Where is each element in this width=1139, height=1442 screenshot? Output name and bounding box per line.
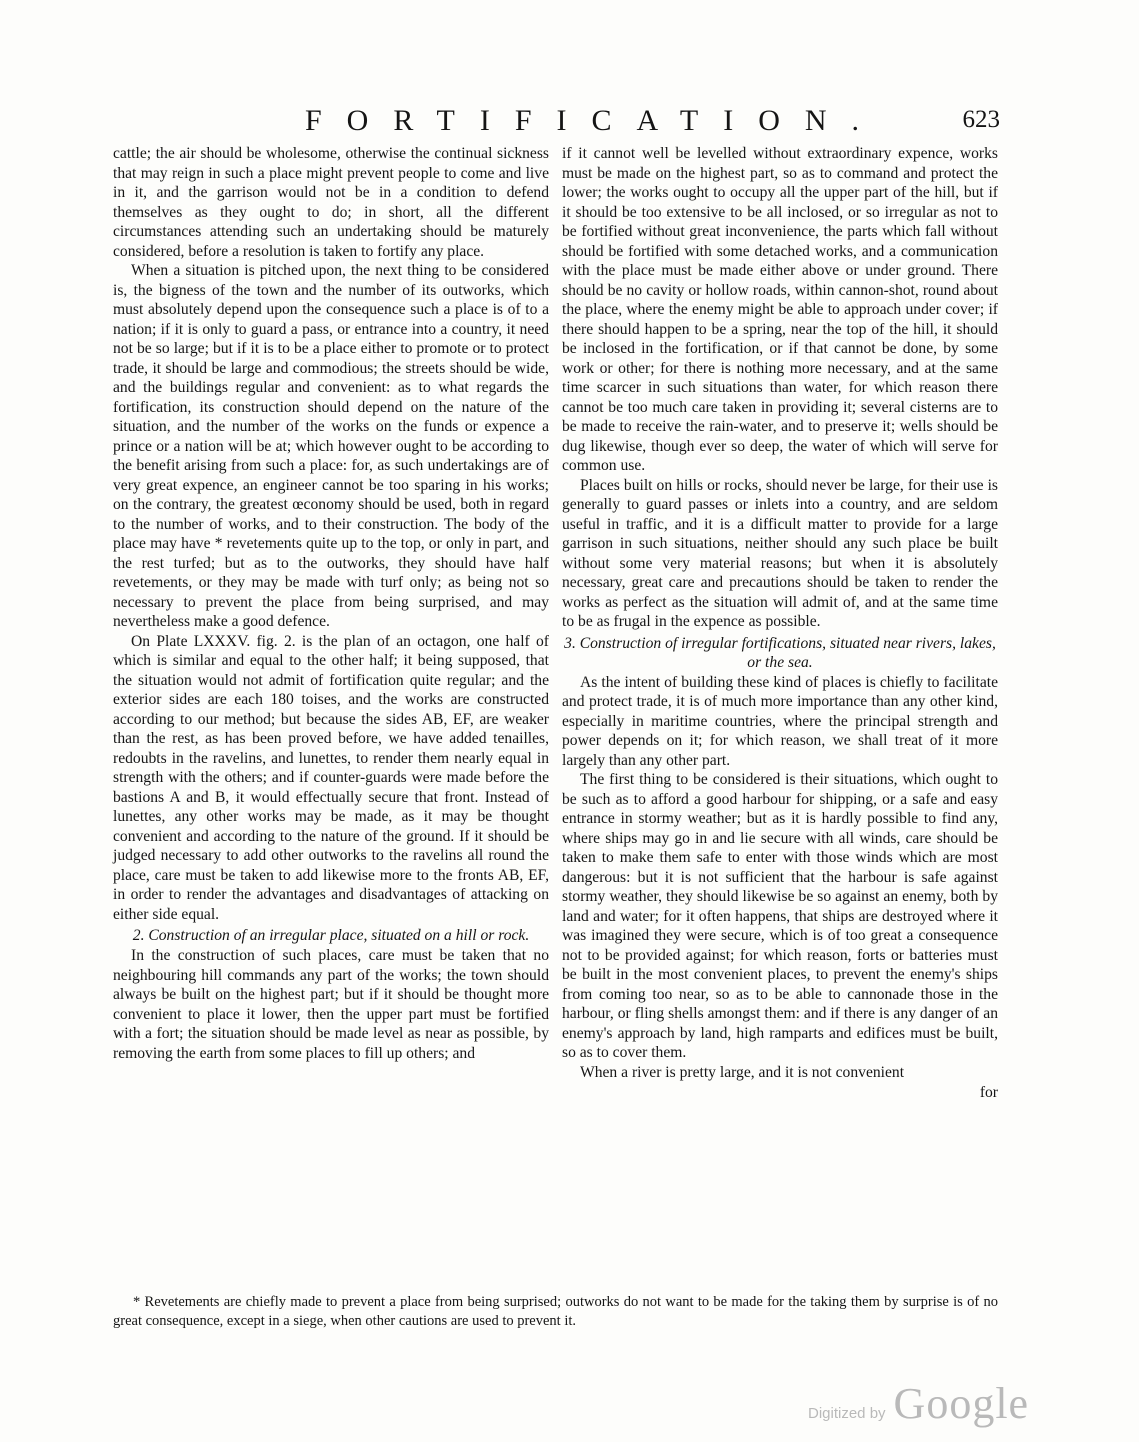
running-title: FORTIFICATION.	[305, 104, 885, 137]
section-heading: 3. Construction of irregular fortifications, situated near rivers, lakes, or the sea.	[564, 634, 996, 671]
paragraph: The first thing to be considered is their situations, which ought to be such as to afford a good harbour for shipping, or a safe and easy entrance in stormy weather; but as it is hardly possible to find any, where ships may go in and lie secure with all winds, care should be taken to make them safe to enter with those winds which are most dangerous: but it is not sufficient that the harbour is safe against stormy weather, they should likewise be so against an enemy, both by land and water; for it often happens, that ships are destroyed where it was imagined they were secure, which is of too great a consequence not to be provided against; for which reason, forts or batteries must be built in the most convenient places, to prevent the enemy's ships from coming too near, so as to be able to cannonade those in the harbour, or fling shells amongst them: and if there is any danger of an enemy's approach by land, high ramparts and edifices must be built, so as to cover them.	[562, 771, 998, 1061]
paragraph: Places built on hills or rocks, should never be large, for their use is generally to guard passes or inlets into a country, and are seldom useful in traffic, and it is a difficult matter to provide for a large garrison in such situations, neither should any such place be built without some very material reasons; but when it is absolutely necessary, great care and precautions should be taken to render the works as perfect as the situation will admit of, and at the same time to be as frugal in the expence as possible.	[562, 476, 998, 630]
paragraph: When a river is pretty large, and it is not convenient	[580, 1063, 905, 1081]
page-number: 623	[962, 106, 1000, 133]
google-logo: Google	[893, 1379, 1030, 1428]
catchword: for	[979, 1084, 998, 1101]
page-header	[110, 104, 1000, 144]
watermark-prefix: Digitized by	[808, 1405, 886, 1422]
section-heading: 2. Construction of an irregular place, situated on a hill or rock.	[132, 927, 530, 944]
paragraph: if it cannot well be levelled without extraordinary expence, works must be made on the highest part, so as to command and protect the lower; the works ought to occupy all the upper part of the hill, but if it should be too extensive to be all inclosed, or so irregular as not to be fortified without great inconvenience, the parts which fall without should be fortified with some detached works, and a communication with the place must be made either above or under ground. There should be no cavity or hollow roads, within cannon-shot, round about the place, where the enemy might be able to approach under cover; if there should happen to be a spring, near the top of the hill, it should be inclosed in the fortification, or if that cannot be done, by some work or other; for there is nothing more necessary, and at the same time scarcer in such situations than water, for which reason there cannot be too much care taken in providing it; several cisterns are to be made to receive the rain-water, and to preserve it; wells should be dug likewise, though ever so deep, the water of which will serve for common use.	[562, 145, 998, 474]
right-column	[562, 144, 998, 1103]
paragraph: On Plate LXXXV. fig. 2. is the plan of an octagon, one half of which is similar and equal to the other half; it being supposed, that the situation would not admit of fortification quite regular; and the exterior sides are each 180 toises, and the works are constructed according to our method; but because the sides AB, EF, are weaker than the rest, as has been proved before, we have added tenailles, redoubts in the ravelins, and lunettes, to render them nearly equal in strength with the others; and if counter-guards were made before the bastions A and B, it would effectually secure that front. Instead of lunettes, any other works may be made, as it may be thought convenient and according to the nature of the ground. If it should be judged necessary to add other outworks to the ravelins all round the place, care must be taken to add likewise more to the fronts AB, EF, in order to render the advantages and disadvantages of attacking on either side equal.	[113, 632, 549, 923]
footnote	[113, 1293, 998, 1331]
left-column	[113, 144, 549, 1063]
paragraph: In the construction of such places, care must be taken that no neighbouring hill commands any part of the works; the town should always be built on the highest part; but if it should be thought more convenient to place it lower, then the upper part must be fortified with a fort; the situation should be made level as near as possible, by removing the earth from some places to fill up others; and	[113, 947, 549, 1062]
digitized-watermark	[808, 1378, 1029, 1429]
paragraph: When a situation is pitched upon, the next thing to be considered is, the bigness of the town and the number of its outworks, which must absolutely depend upon the consequence such a place is of to a nation; if it is only to guard a pass, or entrance into a country, it need not be so large; but if it is to be a place either to promote or to protect trade, it should be large and commodious; the streets should be wide, and the buildings regular and convenient: as to what regards the fortification, its construction should depend on the nature of the situation, and the number of the works on the funds or expence a prince or a nation will be at; which however ought to be according to the benefit arising from such a place: for, as such undertakings are of very great expence, an engineer cannot be too sparing in his works; on the contrary, the greatest œconomy should be used, both in regard to the number of works, and to their construction. The body of the place may have * revetements quite up to the top, or only in part, and the rest turfed; but as to the outworks, they should have half revetements, or they may be made with turf only; as being not so necessary to prevent the place from being surprised, and may nevertheless make a good defence.	[113, 262, 549, 630]
paragraph: cattle; the air should be wholesome, otherwise the continual sickness that may reign in such a place might prevent people to come and live in it, and the garrison would not be in a condition to defend themselves as they ought to do; in short, all the different circumstances attending such an undertaking should be maturely considered, before a resolution is taken to fortify any place.	[113, 145, 549, 260]
footnote-text: * Revetements are chiefly made to prevent a place from being surprised; outworks do not want to be made for the taking them by surprise is of no great consequence, except in a siege, when other cautions are used to prevent it.	[113, 1294, 998, 1329]
paragraph: As the intent of building these kind of places is chiefly to facilitate and protect trade, it is of much more importance than any other kind, especially in maritime countries, where the principal strength and power depends on it; for which reason, we shall treat of it more largely than any other part.	[562, 673, 998, 769]
